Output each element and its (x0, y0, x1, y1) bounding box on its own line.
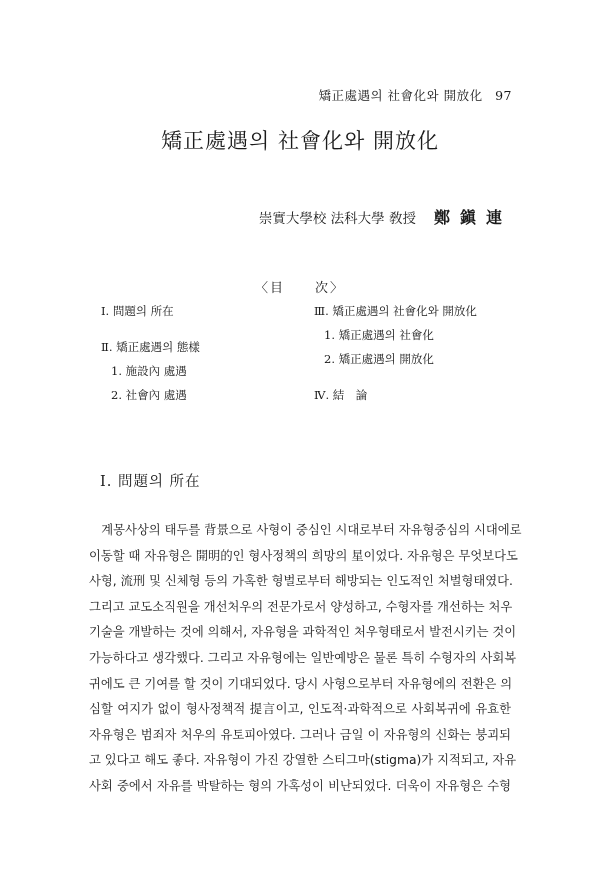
toc-item: 1. 矯正處遇의 社會化 (324, 328, 434, 342)
toc-item: 2. 矯正處遇의 開放化 (324, 352, 434, 366)
author-name: 鄭鎭連 (433, 208, 512, 227)
toc-item: 2. 社會內 處遇 (111, 388, 187, 402)
toc-heading: 〈目 次〉 (254, 281, 345, 296)
body-line: 사회 중에서 자유를 박탈하는 형의 가혹성이 비난되었다. 더욱이 자유형은 수형 (89, 778, 511, 793)
running-title: 矯正處遇의 社會化와 開放化 (318, 88, 483, 103)
running-header (319, 86, 513, 104)
body-line: 기술을 개발하는 것에 의해서, 자유형을 과학적인 처우형태로서 발전시키는 것이 (89, 625, 517, 640)
author-line (259, 205, 512, 228)
article-title: 矯正處遇의 社會化와 開放化 (161, 129, 439, 153)
body-line: 그리고 교도소직원을 개선처우의 전문가로서 양성하고, 수형자를 개선하는 처우 (89, 599, 513, 614)
body-line: 사형, 流刑 및 신체형 등의 가혹한 형벌로부터 해방되는 인도적인 처벌형태였다. (89, 574, 513, 589)
toc-right-column (314, 303, 514, 413)
toc-left-column (101, 303, 301, 413)
body-line: 계몽사상의 태두를 背景으로 사형이 중심인 시대로부터 자유형중심의 시대에로 (89, 523, 522, 537)
body-line: 고 있다고 해도 좋다. 자유형이 가진 강열한 스티그마(stigma)가 지적되고, 자유 (89, 753, 517, 768)
toc-item: Ⅰ. 問題의 所在 (101, 304, 174, 318)
toc-item: 1. 施設內 處遇 (111, 364, 187, 378)
author-affiliation: 崇實大學校 法科大學 敎授 (258, 211, 416, 227)
body-line: 귀에도 큰 기여를 할 것이 기대되었다. 당시 사형으로부터 자유형에의 전환은 의 (89, 676, 513, 691)
body-line: 심할 여지가 없이 형사정책적 提言이고, 인도적·과학적으로 사회복귀에 유효한 (89, 702, 511, 717)
body-line: 가능하다고 생각했다. 그리고 자유형에는 일반예방은 물론 특히 수형자의 사회복 (89, 650, 517, 665)
section-heading: Ⅰ. 問題의 所在 (100, 474, 201, 490)
page-number: 97 (495, 88, 512, 103)
body-line: 자유형은 범죄자 처우의 유토피아였다. 그러나 금일 이 자유형의 신화는 붕괴되 (89, 727, 511, 742)
toc-item: Ⅳ. 結 論 (314, 388, 368, 402)
toc-item: Ⅲ. 矯正處遇의 社會化와 開放化 (314, 304, 477, 318)
body-line: 이동할 때 자유형은 開明的인 형사정책의 희망의 星이었다. 자유형은 무엇보다도 (89, 548, 518, 563)
body-text (89, 518, 522, 800)
toc-item: Ⅱ. 矯正處遇의 態樣 (101, 340, 200, 354)
